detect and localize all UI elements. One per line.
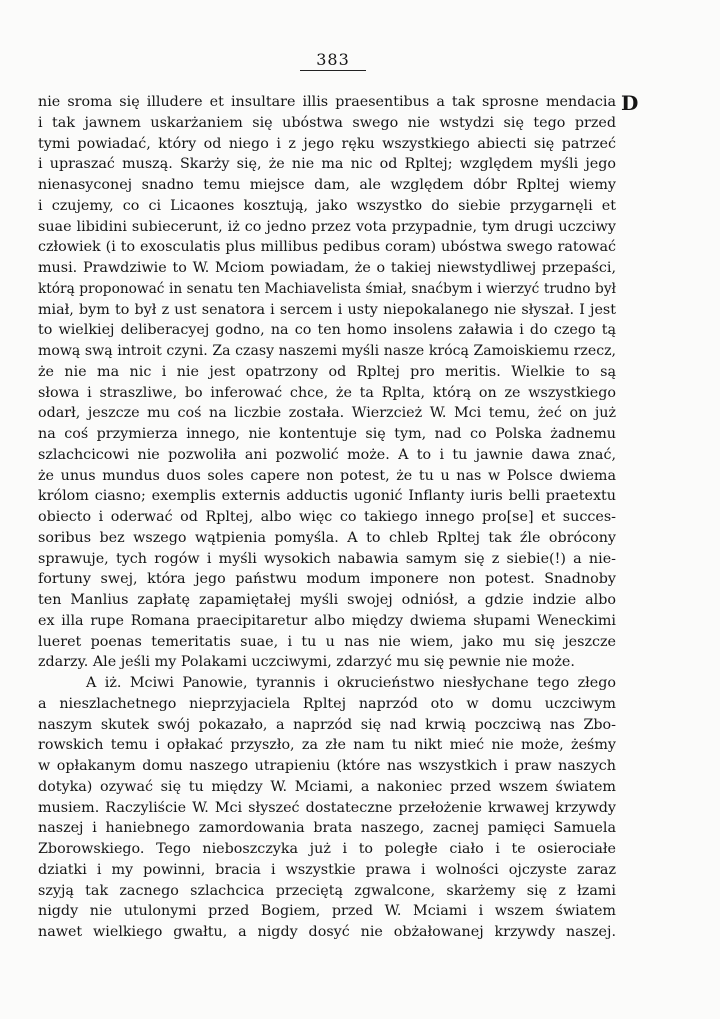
margin-letter: D bbox=[621, 91, 639, 115]
text-line: nigdy nie utulonymi przed Bogiem, przed W. Mciami i wszem światem bbox=[38, 903, 616, 920]
text-line: słowa i straszliwe, bo inferować chce, że ta Rplta, którą on ze wszystkiego bbox=[38, 384, 616, 401]
text-line: Zborowskiego. Tego nieboszczyka już i to poległe ciało i te osierociałe bbox=[38, 841, 616, 857]
text-line: naszej i haniebnego zamordowania brata naszego, zacnej pamięci Samuela bbox=[38, 820, 616, 837]
text-line: musi. Prawdziwie to W. Mciom powiadam, że o takiej niewstydliwej przepaści, bbox=[38, 260, 616, 276]
text-line: nawet wielkiego gwałtu, a nigdy dosyć nie obżałowanej krzywdy naszej. bbox=[38, 924, 616, 940]
text-line: człowiek (i to exosculatis plus millibus pedibus coram) ubóstwa swego ratować bbox=[38, 239, 616, 256]
text-line: musiem. Raczyliście W. Mci słyszeć dostateczne przełożenie krwawej krzywdy bbox=[38, 799, 616, 816]
text-line: że unus mundus duos soles capere non potest, że tu u nas w Polsce dwiema bbox=[38, 467, 616, 484]
text-line: w opłakanym domu naszego utrapieniu (które nas wszystkich i praw naszych bbox=[38, 758, 616, 774]
text-line: tymi powiadać, który od niego i z jego ręku wszystkiego abiecti się patrzeć bbox=[38, 135, 616, 152]
text-line: soribus bez wszego wątpienia pomyśla. A to chleb Rpltej tak źle obrócony bbox=[38, 529, 616, 546]
text-line: że nie ma nic i nie jest opatrzony od Rpltej pro meritis. Wielkie to są bbox=[38, 363, 616, 380]
text-line: to wielkiej deliberacyej godno, na co ten homo insolens załawia i do czego tą bbox=[38, 322, 616, 339]
text-line: mową swą introit czyni. Za czasy naszemi myśli nasze krócą Zamoiskiemu rzecz, bbox=[38, 343, 616, 359]
body-text bbox=[38, 92, 616, 943]
text-line: A iż. Mciwi Panowie, tyrannis i okrucieństwo niesłychane tego złego bbox=[86, 675, 616, 691]
text-line: naszym skutek swój pokazało, a naprzód się nad krwią poczciwą nas Zbo- bbox=[38, 716, 616, 733]
text-line: królom ciasno; exemplis externis adductis ugonić Inflanty iuris belli praetextu bbox=[38, 488, 616, 505]
text-line: nie sroma się illudere et insultare illis praesentibus a tak sprosne mendacia bbox=[38, 94, 616, 110]
text-line: szyją tak zacnego szlachcica przeciętą zgwalcone, skarżemy się z łzami bbox=[38, 882, 616, 899]
text-line: i upraszać muszą. Skarży się, że nie ma nic od Rpltej; względem myśli jego bbox=[38, 156, 616, 173]
text-line: ex illa rupe Romana praecipitaretur albo między dwiema słupami Weneckimi bbox=[38, 612, 616, 629]
text-line: zdarzy. Ale jeśli my Polakami uczciwymi, zdarzyć mu się pewnie nie może. bbox=[38, 654, 575, 671]
text-line: dotyka) ozywać się tu między W. Mciami, a nakoniec przed wszem światem bbox=[38, 778, 616, 795]
text-line: sprawuje, tych rogów i myśli wysokich nabawia samym się z siebie(!) a nie- bbox=[38, 550, 616, 567]
text-line: fortuny swej, która jego państwu modum imponere non potest. Snadnoby bbox=[38, 571, 616, 588]
page-number: 383 bbox=[300, 50, 366, 71]
text-line: ten Manlius zapłatę zapamiętałej myśli swojej odniósł, a gdzie indzie albo bbox=[38, 592, 616, 608]
text-line: którą proponować in senatu ten Machiavelista śmiał, snaćbym i wierzyć trudno był bbox=[38, 280, 616, 297]
text-line: szlachcicowi nie pozwoliła ani pozwolić może. A to i tu jawnie dawa znać, bbox=[38, 446, 616, 463]
text-line: suae libidini subiecerunt, iż co jedno przez vota przypadnie, tym drugi uczciwy bbox=[38, 218, 616, 235]
text-line: dziatki i my powinni, bracia i wszystkie prawa i wolności ojczyste zaraz bbox=[38, 861, 616, 878]
text-line: odarł, jeszcze mu coś na liczbie została. Wierzcież W. Mci temu, żeć on już bbox=[38, 405, 616, 422]
text-line: obiecto i oderwać od Rpltej, albo więc co takiego innego pro[se] et succes- bbox=[38, 509, 616, 525]
text-line: nienasyconej snadno temu miejsce dam, ale względem dóbr Rpltej wiemy bbox=[38, 177, 616, 193]
text-line: i tak jawnem uskarżaniem się ubóstwa swego nie wstydzi się tego przed bbox=[38, 114, 616, 131]
text-line: i czujemy, co ci Licaones kosztują, jako wszystko do siebie przygarnęli et bbox=[38, 197, 616, 214]
text-line: a nieszlachetnego nieprzyjaciela Rpltej naprzód oto w domu uczciwym bbox=[38, 695, 616, 712]
text-line: rowskich temu i opłakać przyszło, za złe nam tu nikt mieć nie może, żeśmy bbox=[38, 737, 616, 754]
text-line: na coś przymierza innego, nie kontentuje się tym, nad co Polska żadnemu bbox=[38, 426, 616, 442]
text-line: lueret poenas temeritatis suae, i tu u nas nie wiem, jako mu się jeszcze bbox=[38, 633, 616, 650]
text-line: miał, bym to był z ust senatora i sercem i usty niepokalanego nie słyszał. I jest bbox=[38, 301, 616, 318]
